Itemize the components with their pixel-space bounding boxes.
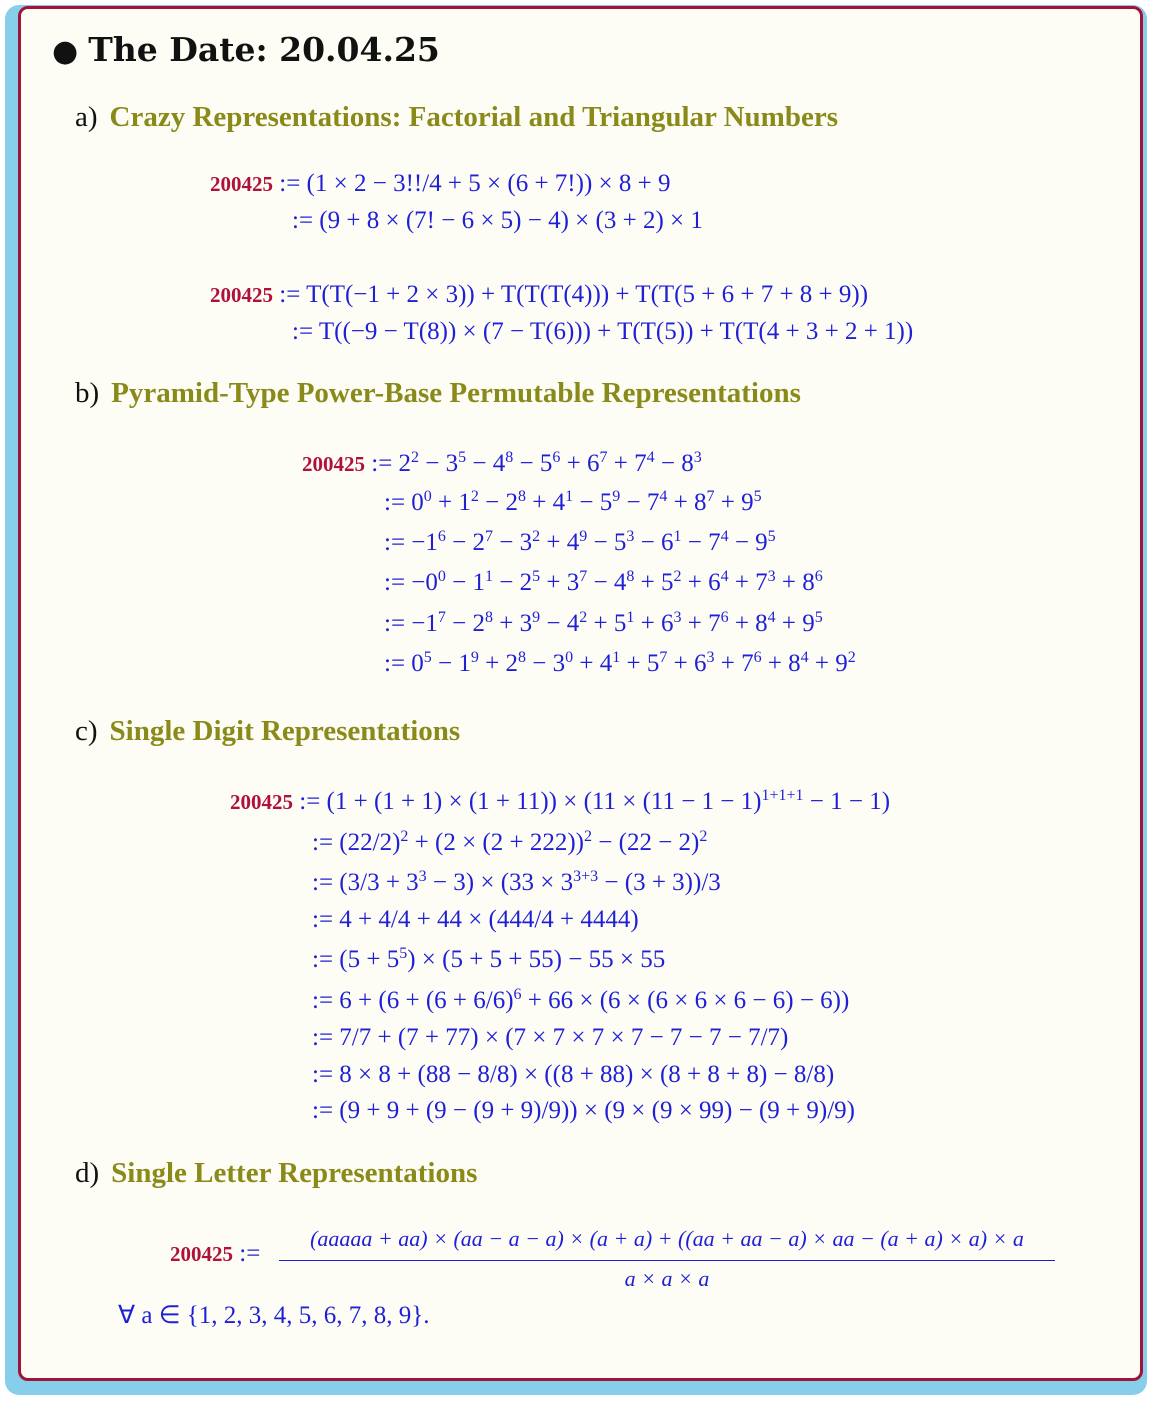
- exponent: 9: [612, 488, 621, 505]
- equation-line: [170, 1240, 260, 1268]
- fraction-denominator: a × a × a: [624, 1266, 710, 1291]
- equation-line: [312, 1024, 788, 1052]
- sign: −: [445, 569, 473, 596]
- base: 7: [646, 489, 660, 516]
- assign-operator: :=: [292, 318, 314, 345]
- expression-part: − 1 − 1): [803, 788, 891, 815]
- equation-number: 200425: [210, 172, 273, 196]
- base: 8: [693, 489, 707, 516]
- equation-line: [312, 946, 665, 974]
- base: 4: [566, 529, 580, 556]
- forall-condition: ∀ a ∈ {1, 2, 3, 4, 5, 6, 7, 8, 9}.: [118, 1302, 430, 1329]
- exponent: 8: [626, 568, 635, 585]
- assign-operator: :=: [384, 529, 406, 556]
- assign-operator: :=: [384, 650, 406, 677]
- exponent: 0: [423, 488, 432, 505]
- sign: −: [466, 450, 493, 477]
- sign: +: [560, 450, 587, 477]
- sign: −: [540, 610, 567, 637]
- assign-operator: :=: [292, 207, 314, 234]
- base: 3: [519, 529, 533, 556]
- section-b-heading: [75, 376, 801, 410]
- exponent: 2: [699, 828, 708, 845]
- expression-part: ) × (5 + 5 + 55) − 55 × 55: [407, 946, 666, 973]
- equation-expression: [339, 987, 849, 1014]
- assign-operator: :=: [312, 946, 334, 973]
- page-title: [52, 30, 440, 69]
- exponent: 5: [399, 945, 408, 962]
- equation-line: [210, 281, 868, 309]
- section-letter: a): [75, 101, 98, 133]
- exponent: 1: [673, 528, 682, 545]
- exponent: 5: [767, 528, 776, 545]
- section-letter: d): [75, 1157, 100, 1189]
- exponent: 8: [485, 609, 494, 626]
- base: 1: [458, 489, 471, 516]
- exponent: 6: [720, 609, 729, 626]
- expression-part: (3/3 + 3: [339, 869, 419, 896]
- exponent: 2: [411, 449, 420, 466]
- sign: −: [513, 450, 540, 477]
- base: 8: [681, 450, 694, 477]
- exponent: 2: [470, 488, 479, 505]
- exponent: 2: [579, 609, 588, 626]
- exponent: 4: [720, 528, 729, 545]
- fraction-bar: [279, 1260, 1055, 1261]
- equation-line: [312, 987, 849, 1015]
- sign: +: [634, 569, 661, 596]
- equation-expression: [411, 610, 822, 637]
- exponent: 6: [513, 986, 522, 1003]
- exponent: 9: [532, 609, 541, 626]
- expression-part: (1 + (1 + 1) × (1 + 11)) × (11 × (11 − 1 − 1): [326, 788, 762, 815]
- sign: −: [411, 610, 426, 637]
- base: 5: [660, 569, 674, 596]
- sign: −: [493, 529, 520, 556]
- sign: −: [445, 529, 473, 556]
- base: 3: [445, 450, 459, 477]
- exponent: 4: [767, 609, 776, 626]
- equation-line: [312, 906, 639, 934]
- exponent: 1: [626, 609, 635, 626]
- sign: −: [445, 610, 473, 637]
- equation-expression: [411, 650, 855, 677]
- exponent: 8: [505, 449, 514, 466]
- exponent: 2: [584, 828, 593, 845]
- equation-expression: T(T(−1 + 2 × 3)) + T(T(T(4))) + T(T(5 + 6 + 7 + 8 + 9)): [306, 281, 869, 308]
- sign: −: [478, 489, 506, 516]
- expression-part: 4 + 4/4 + 44 × (444/4 + 4444): [339, 906, 639, 933]
- base: 2: [472, 610, 486, 637]
- equation-number: 200425: [170, 1242, 233, 1266]
- equation-line: [292, 318, 913, 346]
- exponent: 6: [753, 649, 762, 666]
- base: 3: [519, 610, 533, 637]
- base: 8: [788, 650, 801, 677]
- exponent: 7: [579, 568, 588, 585]
- base: 7: [708, 610, 721, 637]
- base: 2: [398, 450, 412, 477]
- sign: +: [728, 610, 756, 637]
- exponent: 3: [673, 609, 682, 626]
- expression-part: 6 + (6 + (6 + 6/6): [339, 987, 514, 1014]
- equation-expression: [411, 489, 761, 516]
- sign: −: [573, 489, 600, 516]
- base: 2: [505, 489, 519, 516]
- sign: +: [667, 489, 694, 516]
- bullet-icon: ●: [52, 34, 79, 69]
- expression-part: + (2 × (2 + 222)): [408, 829, 585, 856]
- base: 2: [472, 529, 486, 556]
- base: 0: [425, 569, 438, 596]
- sign: +: [620, 650, 647, 677]
- sign: +: [478, 650, 506, 677]
- exponent: 7: [485, 528, 494, 545]
- section-title: Single Digit Representations: [109, 715, 461, 747]
- equation-expression: [399, 450, 702, 477]
- sign: +: [573, 650, 600, 677]
- assign-operator: :=: [312, 906, 334, 933]
- sign: +: [607, 450, 635, 477]
- base: 6: [660, 529, 674, 556]
- sign: +: [714, 489, 742, 516]
- equation-line: [302, 450, 702, 478]
- base: 9: [755, 529, 768, 556]
- exponent: 0: [565, 649, 574, 666]
- sign: −: [654, 450, 682, 477]
- exponent: 5: [532, 568, 541, 585]
- base: 9: [741, 489, 754, 516]
- exponent: 7: [659, 649, 668, 666]
- exponent: 4: [720, 568, 729, 585]
- assign-operator: :=: [312, 987, 334, 1014]
- exponent: 7: [437, 609, 446, 626]
- equation-line: [312, 1097, 855, 1125]
- base: 4: [552, 489, 566, 516]
- section-title: Pyramid-Type Power-Base Permutable Representations: [111, 377, 801, 409]
- base: 4: [566, 610, 580, 637]
- exponent: 2: [400, 828, 409, 845]
- sign: +: [493, 610, 520, 637]
- expression-part: (5 + 5: [339, 946, 400, 973]
- section-title: Crazy Representations: Factorial and Triangular Numbers: [109, 101, 838, 133]
- base: 1: [425, 610, 438, 637]
- equation-line: [312, 1061, 834, 1089]
- base: 4: [613, 569, 627, 596]
- base: 9: [835, 650, 848, 677]
- exponent: 7: [599, 449, 608, 466]
- sign: −: [728, 529, 756, 556]
- base: 3: [552, 650, 566, 677]
- base: 7: [634, 450, 647, 477]
- equation-line: [384, 489, 762, 517]
- equation-line: [292, 207, 703, 235]
- exponent: 5: [753, 488, 762, 505]
- equation-line: [384, 610, 823, 638]
- sign: +: [634, 610, 661, 637]
- expression-part: − (22 − 2): [592, 829, 700, 856]
- exponent: 4: [659, 488, 668, 505]
- exponent: 5: [814, 609, 823, 626]
- sign: +: [775, 569, 803, 596]
- equation-line: [384, 529, 776, 557]
- base: 0: [411, 650, 424, 677]
- exponent: 8: [518, 488, 527, 505]
- expression-part: + 66 × (6 × (6 × 6 × 6 − 6) − 6)): [521, 987, 850, 1014]
- base: 5: [613, 610, 627, 637]
- sign: +: [587, 610, 614, 637]
- assign-operator: :=: [371, 450, 393, 477]
- sign: −: [587, 529, 614, 556]
- equation-expression: (1 × 2 − 3!!/4 + 5 × (6 + 7!)) × 8 + 9: [306, 170, 671, 197]
- exponent: 3: [767, 568, 776, 585]
- equation-expression: [339, 906, 638, 933]
- sign: +: [681, 610, 709, 637]
- exponent: 5: [423, 649, 432, 666]
- sign: −: [419, 450, 446, 477]
- section-letter: b): [75, 377, 100, 409]
- exponent: 6: [552, 449, 561, 466]
- sign: −: [411, 529, 426, 556]
- fraction: [279, 1226, 1055, 1290]
- exponent: 1: [612, 649, 621, 666]
- base: 6: [586, 450, 600, 477]
- base: 5: [646, 650, 660, 677]
- equation-number: 200425: [302, 452, 365, 476]
- assign-operator: :=: [312, 829, 334, 856]
- base: 6: [693, 650, 707, 677]
- equation-line: [210, 170, 670, 198]
- exponent: 6: [814, 568, 823, 585]
- equation-expression: [411, 569, 822, 596]
- section-title: Single Letter Representations: [111, 1157, 478, 1189]
- equation-expression: [411, 529, 775, 556]
- assign-operator: :=: [384, 569, 406, 596]
- base: 2: [519, 569, 533, 596]
- exponent: 3: [626, 528, 635, 545]
- exponent: 2: [847, 649, 856, 666]
- sign: −: [493, 569, 520, 596]
- exponent: 1: [485, 568, 494, 585]
- title-text: The Date: 20.04.25: [88, 30, 440, 69]
- equation-number: 200425: [230, 790, 293, 814]
- equation-expression: [339, 946, 665, 973]
- assign-operator: :=: [384, 489, 406, 516]
- base: 1: [425, 529, 438, 556]
- equation-expression: [339, 1061, 834, 1088]
- fraction-numerator: (aaaaa + aa) × (aa − a − a) × (a + a) + ((aa + aa − a) × aa − (a + a) × a) × a: [310, 1226, 1024, 1251]
- assign-operator: :=: [384, 610, 406, 637]
- base: 1: [458, 650, 471, 677]
- assign-operator: :=: [312, 869, 334, 896]
- section-a-heading: [75, 100, 838, 134]
- sign: −: [411, 569, 426, 596]
- sign: +: [775, 610, 803, 637]
- base: 4: [599, 650, 613, 677]
- assign-operator: :=: [312, 1061, 334, 1088]
- equation-expression: [339, 869, 720, 896]
- exponent: 5: [458, 449, 467, 466]
- sign: +: [526, 489, 553, 516]
- sign: +: [728, 569, 756, 596]
- base: 6: [660, 610, 674, 637]
- base: 5: [613, 529, 627, 556]
- equation-line: [312, 829, 707, 857]
- exponent: 2: [532, 528, 541, 545]
- expression-part: − 3) × (33 × 3: [426, 869, 574, 896]
- exponent: 3: [706, 649, 715, 666]
- sign: +: [808, 650, 836, 677]
- exponent: 9: [579, 528, 588, 545]
- sign: −: [634, 529, 661, 556]
- base: 2: [505, 650, 519, 677]
- base: 4: [492, 450, 506, 477]
- equation-expression: [339, 829, 707, 856]
- exponent: 9: [470, 649, 479, 666]
- exponent: 7: [706, 488, 715, 505]
- sign: +: [681, 569, 709, 596]
- exponent: 8: [518, 649, 527, 666]
- sign: +: [540, 569, 567, 596]
- equation-expression: (9 + 8 × (7! − 6 × 5) − 4) × (3 + 2) × 1: [319, 207, 703, 234]
- expression-part: 7/7 + (7 + 77) × (7 × 7 × 7 × 7 − 7 − 7 − 7/7): [339, 1024, 789, 1051]
- base: 5: [539, 450, 553, 477]
- assign-operator: :=: [312, 1097, 334, 1124]
- sign: −: [587, 569, 614, 596]
- base: 5: [599, 489, 613, 516]
- base: 8: [755, 610, 768, 637]
- equation-number: 200425: [210, 283, 273, 307]
- assign-operator: :=: [239, 1240, 261, 1267]
- assign-operator: :=: [312, 1024, 334, 1051]
- base: 1: [472, 569, 486, 596]
- sign: +: [761, 650, 789, 677]
- expression-part: 8 × 8 + (88 − 8/8) × ((8 + 88) × (8 + 8 + 8) − 8/8): [339, 1061, 835, 1088]
- base: 3: [566, 569, 580, 596]
- equation-line: [384, 650, 856, 678]
- equation-expression: [339, 1097, 855, 1124]
- base: 7: [708, 529, 721, 556]
- sign: +: [540, 529, 567, 556]
- assign-operator: :=: [279, 281, 301, 308]
- sign: −: [681, 529, 709, 556]
- section-d-heading: [75, 1156, 477, 1190]
- equation-expression: [327, 788, 891, 815]
- sign: +: [431, 489, 459, 516]
- sign: +: [714, 650, 742, 677]
- sign: −: [526, 650, 553, 677]
- equation-line: [312, 869, 721, 897]
- exponent: 3+3: [573, 868, 599, 885]
- equation-line: [230, 788, 890, 816]
- expression-part: (9 + 9 + (9 − (9 + 9)/9)) × (9 × (9 × 99) − (9 + 9)/9): [339, 1097, 855, 1124]
- sign: −: [431, 650, 459, 677]
- section-c-heading: [75, 714, 460, 748]
- exponent: 1+1+1: [761, 787, 804, 804]
- expression-part: (22/2): [339, 829, 401, 856]
- exponent: 6: [437, 528, 446, 545]
- exponent: 3: [418, 868, 427, 885]
- equation-line: [384, 569, 823, 597]
- equation-expression: T((−9 − T(8)) × (7 − T(6))) + T(T(5)) + T(T(4 + 3 + 2 + 1)): [318, 318, 914, 345]
- equation-expression: [339, 1024, 788, 1051]
- exponent: 4: [646, 449, 655, 466]
- base: 6: [708, 569, 721, 596]
- base: 8: [802, 569, 815, 596]
- exponent: 1: [565, 488, 574, 505]
- exponent: 0: [437, 568, 446, 585]
- base: 0: [411, 489, 424, 516]
- base: 9: [802, 610, 815, 637]
- assign-operator: :=: [299, 788, 321, 815]
- exponent: 3: [693, 449, 702, 466]
- exponent: 2: [673, 568, 682, 585]
- assign-operator: :=: [279, 170, 301, 197]
- exponent: 4: [800, 649, 809, 666]
- section-letter: c): [75, 715, 98, 747]
- base: 7: [755, 569, 768, 596]
- base: 7: [741, 650, 754, 677]
- sign: −: [620, 489, 647, 516]
- expression-part: − (3 + 3))/3: [598, 869, 721, 896]
- sign: +: [667, 650, 694, 677]
